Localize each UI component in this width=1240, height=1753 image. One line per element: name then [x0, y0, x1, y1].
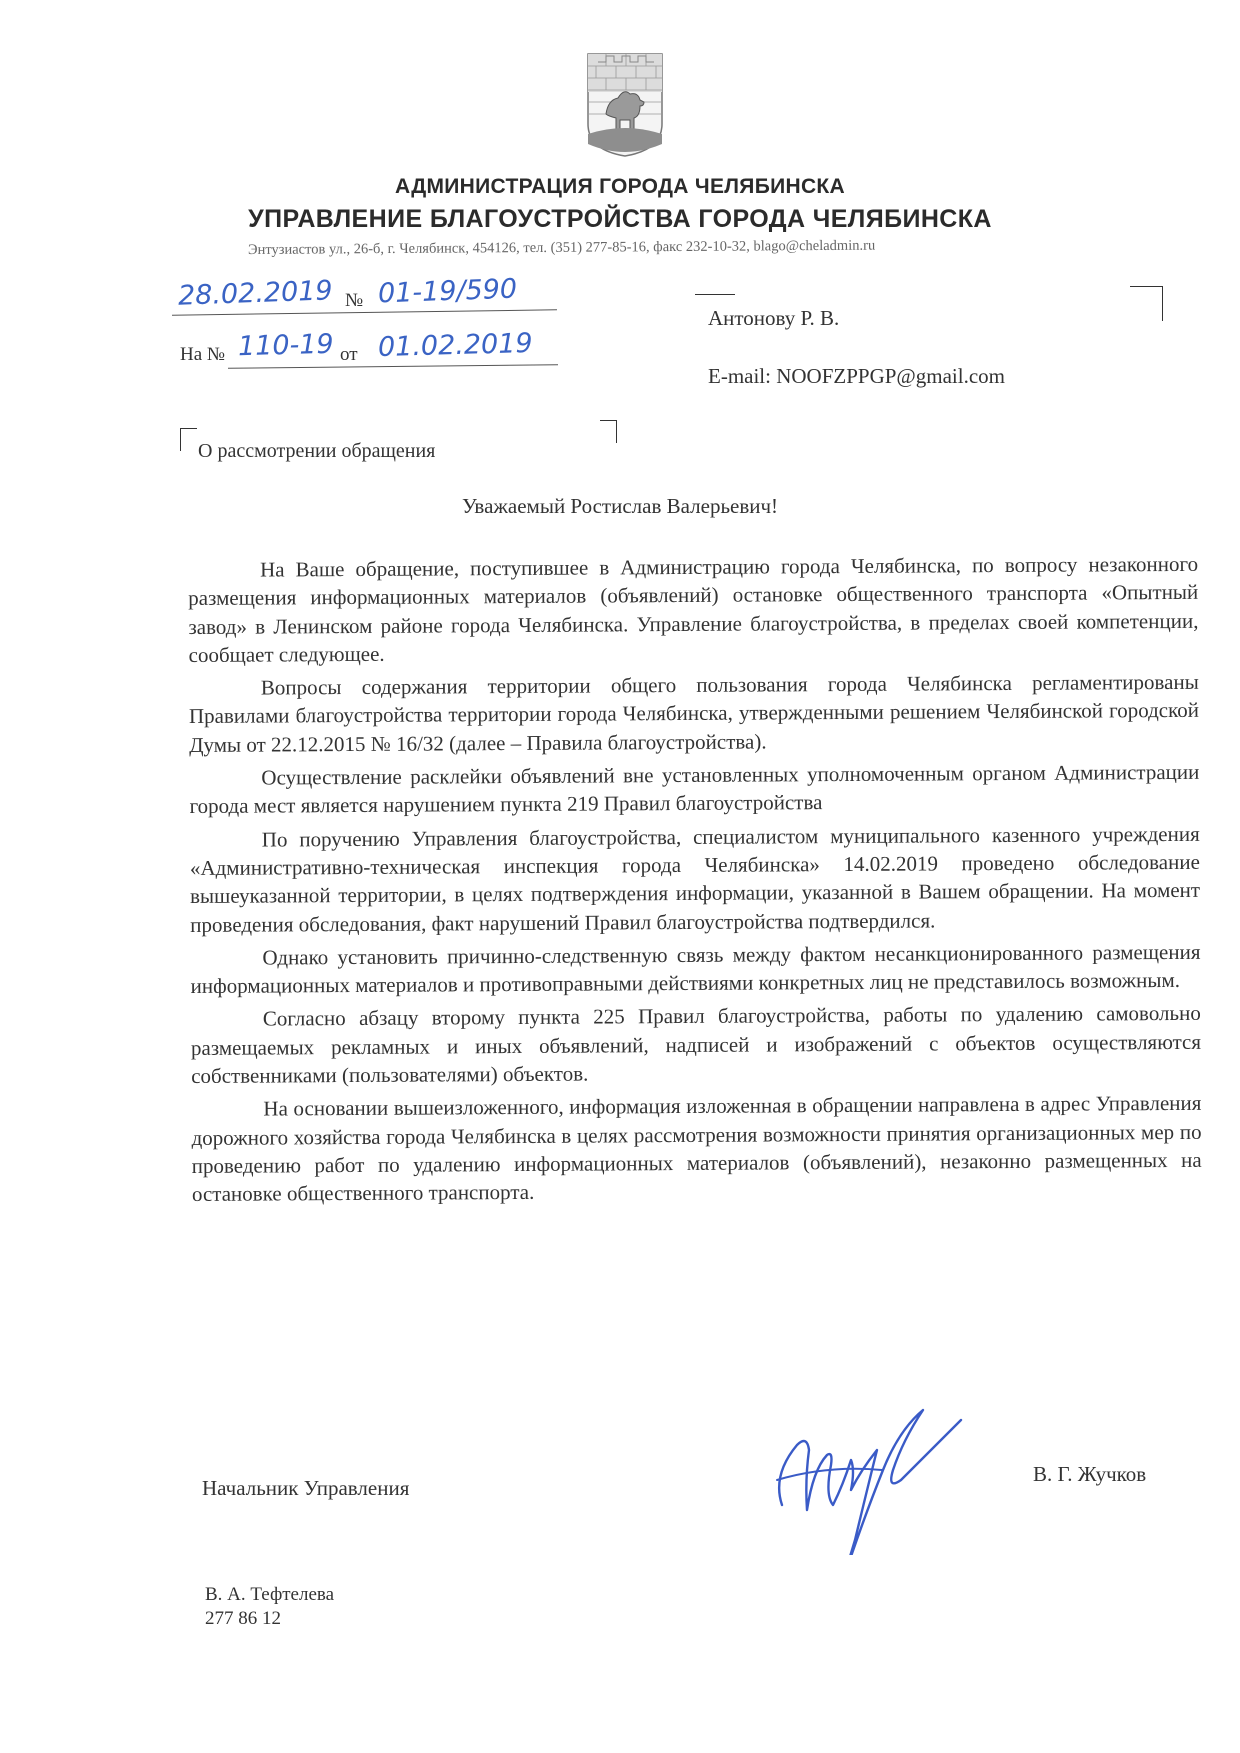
reply-prefix-label: На № — [180, 344, 226, 365]
salutation: Уважаемый Ростислав Валерьевич! — [461, 494, 779, 518]
letter-body — [188, 550, 1202, 1214]
subject-corner-left — [180, 428, 197, 451]
reply-from-label: от — [340, 344, 358, 365]
org-address: Энтузиастов ул., 26-б, г. Челябинск, 454126, тел. (351) 277-85-16, факс 232-10-32, blago@cheladmin.ru — [247, 237, 876, 258]
recipient-email: E-mail: NOOFZPPGP@gmail.com — [708, 364, 1006, 388]
outgoing-date: 28.02.2019 — [177, 275, 334, 312]
coat-of-arms-icon — [586, 52, 664, 158]
body-paragraph: Вопросы содержания территории общего пользования города Челябинска регламентированы Правилами благоустройства территории города Челябинска, утвержденными решением Челябинской городской Думы от 22.12.2015 № 16/32 (далее – Правила благоустройства). — [188, 670, 1200, 757]
signatory-title: Начальник Управления — [202, 1476, 410, 1500]
subject-corner-right — [600, 420, 617, 443]
reply-underline — [228, 364, 558, 368]
body-paragraph: Согласно абзацу второму пункта 225 Правил благоустройства, работы по удалению самовольно размещаемых рекламных и иных объявлений, надписей и изображений с объектов осуществляются собственниками (пользователями) объектов. — [190, 1001, 1202, 1089]
executor-phone: 277 86 12 — [205, 1608, 281, 1629]
org-name-department: УПРАВЛЕНИЕ БЛАГОУСТРОЙСТВА ГОРОДА ЧЕЛЯБИНСКА — [248, 205, 992, 233]
recipient-corner-right — [1130, 286, 1163, 321]
recipient-name: Антонову Р. В. — [708, 306, 840, 330]
outgoing-number-label: № — [345, 290, 364, 311]
reply-number: 110-19 — [237, 328, 335, 363]
body-paragraph: Однако установить причинно-следственную связь между фактом несанкционированного размещения информационных материалов и противоправными действиями конкретных лиц не представилось возможным. — [190, 939, 1201, 999]
body-paragraph: На Ваше обращение, поступившее в Администрацию города Челябинска, по вопросу незаконного размещения информационных материалов (объявлений) остановке общественного транспорта «Опытный завод» в Ленинском районе города Челябинска. Управление благоустройства, в пределах своей компетенции, сообщает следующее. — [188, 551, 1199, 667]
body-paragraph: По поручению Управления благоустройства, специалистом муниципального казенного учреждения «Административно-техническая инспекция города Челябинска» 14.02.2019 проведено обследование вышеуказанной территории, в целях подтверждения информации, указанной в Вашем обращении. На момент проведения обследования, факт нарушений Правил благоустройства подтвердился. — [189, 821, 1201, 937]
signatory-name: В. Г. Жучков — [1033, 1462, 1147, 1486]
recipient-corner-left — [695, 294, 735, 295]
body-paragraph: На основании вышеизложенного, информация изложенная в обращении направлена в адрес Управления дорожного хозяйства города Челябинска в целях рассмотрения возможности принятия организационных мер по проведению работ по удалению информационных материалов (объявлений), незаконно размещенных на остановке общественного транспорта. — [191, 1091, 1202, 1207]
outgoing-number: 01-19/590 — [377, 273, 518, 310]
reply-date: 01.02.2019 — [377, 327, 533, 364]
org-name-administration: АДМИНИСТРАЦИЯ ГОРОДА ЧЕЛЯБИНСКА — [394, 175, 845, 198]
executor-name: В. А. Тефтелева — [205, 1584, 335, 1605]
subject-line: О рассмотрении обращения — [198, 440, 436, 462]
handwritten-signature-icon — [752, 1355, 977, 1555]
outgoing-underline — [172, 309, 557, 315]
body-paragraph: Осуществление расклейки объявлений вне установленных уполномоченным органом Администрации города мест является нарушением пункта 219 Правил благоустройства — [189, 759, 1200, 819]
